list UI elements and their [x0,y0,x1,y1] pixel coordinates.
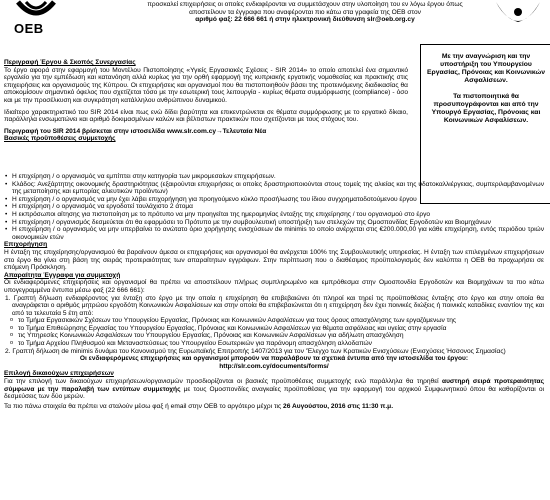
documents-item-1: 1. Γραπτή δήλωση ενδιαφέροντος για ένταξη στο έργο με την οποία η επιχείρηση θα επιβεβαιώνει ότι πληροί και τηρεί τις προϋποθέσεις ένταξης στο έργο και στην οποία θα αναγράφεται ο αριθμός μητρώου εργοδότη Κοινωνικών Ασφαλίσεων και στην οποία θα επιβεβαιώνεται ότι η επιχείρηση δεν έχει ποινικές διώξεις ή ποινικές καταδίκες εναντίον της και από τα τελευταία 5 έτη από: [5,294,544,317]
section-title-selection: Επιλογή δικαιούχων επιχειρήσεων [4,370,114,378]
project-description-section [4,59,408,143]
documents-item-2: 2. Γραπτή δήλωση de minimis δυνάμει του Κανονισμού της Ευρωπαϊκής Επιτροπής 1407/2013 για τον 'Έλεγχο των Κρατικών Ενισχύσεων (Ενισχύσεις Ήσσονος Σημασίας) [5,347,506,355]
selection-text-c: με τους Ομοσπονδίες αναγκαίες προϋποθέσεις για την εφαρμογή του αρχικού Συμφωνητικού όπου θα καθορίζονται οι δεσμεύσεις των δύο μερών. [4,385,544,401]
list-item: o το Τμήμα Επιθεώρησης Εργασίας του Υπουργείου Εργασίας, Πρόνοιας και Κοινωνικών Ασφαλίσεων για θέματα ασφάλειας και υγείας στην εργασία [4,325,544,333]
oeb-emblem-icon [16,0,56,22]
oeb-logo-text: OEB [14,21,44,36]
section-title-project: Περιγραφή Έργου & Σκοπός Συνεργασίας [4,59,136,66]
ministry-emblem-icon [488,0,548,36]
subsidy-paragraph: Η ένταξη της επιχείρησης/οργανισμού θα βαραίνουν άμεσα οι επιχειρήσεις και οργανισμοί θα ανέρχεται 100% της Συμβουλευτικής υπηρεσίας. Η ένταξη των επιλεγμένων επιχειρήσεων στο έργο θα γίνει στη βάση της σειράς προτεραιότητας των απαραίτητων εγγράφων. Στην περίπτωση που ο διαθέσιμος προϋπολογισμός δεν καλύπτει η ΟΕΒ θα προχωρήσει σε επόμενη Πρόσκληση. [4,248,544,272]
list-item: o το Τμήμα Αρχείου Πληθυσμού και Μεταναστεύσεως του Υπουργείου Εσωτερικών για παράνομη απασχόληση αλλοδαπών [4,340,544,348]
selection-text-a: Για την επιλογή των δικαιούχων επιχειρήσεων/οργανισμών προσδιορίζονται οι βασικές προϋποθέσεις συμμετοχής ενώ παράλληλα θα τηρηθεί [4,378,443,386]
authorities-list [4,317,544,347]
deadline-date: 26 Αυγούστου, 2016 στις 11:30 π.μ. [283,402,394,410]
list-item: • Η εκπρόσωποι αίτησης για πιστοποίηση με το πρότυπο να μην προηγείται της ημερομηνίας ένταξης της επιχείρησης / του οργανισμού στο έργο [4,211,544,219]
prerequisites-section [4,173,544,410]
section-title-documents: Απαραίτητα Έγγραφα για συμμετοχή [4,271,121,279]
section-title-subsidy: Επιχορήγηση [4,241,48,249]
ministry-logo [488,0,548,36]
sir-website-line: Περιγραφή του SIR 2014 βρίσκεται στην ιστοσελίδα www.slr.com.cy→Τελευταία Νέα [4,127,267,135]
list-item: • Η επιχείρηση / ο οργανισμός να μην υπερβαίνει το ανώτατο όριο χορήγησης ενισχύσεων de minimis το οποίο ανέρχεται στις €200.000,00 για κάθε επιχείρηση, εντός περιόδου τριών οικονομικών ετών [4,226,544,241]
header-line-3: αριθμό φαξ: 22 666 661 ή στην ηλεκτρονική διεύθυνση slr@oeb.org.cy [195,16,415,24]
forms-link[interactable]: http://slr.com.cy/documents/forms/ [219,362,329,370]
list-item: • Η επιχείρηση / οργανισμός δεσμεύεται ότι θα εφαρμόσει το Πρότυπο με την συμβουλευτική υποστήριξη των στελεχών της Ομοσπονδίας Εργοδοτών και Βιομηχάνων [4,219,544,227]
section-title-prerequisites: Βασικές προϋποθέσεις συμμετοχής [4,135,116,143]
list-item: • Η επιχείρηση / ο οργανισμός να μην έχει λάβει επιχορήγηση για προηγούμενο κύκλο προσήλωσης του ίδιου συγχρηματοδοτούμενου έργου [4,196,544,204]
list-item: • Η επιχείρηση / ο οργανισμός να εμπίπτει στην κατηγορία των μικρομεσαίων επιχειρήσεων. [4,173,544,181]
list-item: • Η επιχείρηση / ο οργανισμός να εργοδοτεί τουλάχιστο 2 άτομα [4,203,544,211]
deadline-paragraph [4,403,544,411]
selection-priority-text: αυστηρή σειρά προτεραιότητας σύμφωνα με την παραλαβή των εντύπων συμμετοχής [4,378,545,393]
certificate-text: Τα πιστοποιητικά θα προσυπογράφονται και από την Υπουργό Εργασίας, Πρόνοιας και Κοινωνικών Ασφαλίσεων. [431,93,541,124]
documents-intro: Οι ενδιαφερόμενες επιχειρήσεις και οργανισμοί θα πρέπει να αποστείλουν πλήρως συμπληρωμένο και εμπρόθεσμα στην Ομοσπονδία Εργοδοτών και Βιομηχάνων τα πιο κάτω υπογεγραμμένα έντυπα μέσω φαξ (22 666 661): [4,279,544,294]
header-line-2: αποστείλουν τα έγγραφα που αναφέρονται πιο κάτω στα γραφεία της ΟΕΒ στον [189,8,421,16]
project-paragraph-2: Ιδιαίτερο χαρακτηριστικό του SIR 2014 είναι πως ενώ δίδει βαρύτητα και επικεντρώνεται σε θέματα συμμόρφωσης με το εργατικό δίκαιο, παράλληλα ενσωματώνει και αριθμό δοκιμασμένων καλών και βέλτιστων πρακτικών που σχετίζονται με τους στόχους του. [4,108,408,124]
list-item: o το Τμήμα Εργασιακών Σχέσεων του Υπουργείου Εργασίας, Πρόνοιας και Κοινωνικών Ασφαλίσεων για τους όρους απασχόλησης των εργαζόμενων της [4,317,544,325]
project-paragraph-1: Το έργο αφορά στην εφαρμογή του Μοντέλου Πιστοποίησης «Υγιείς Εργασιακές Σχέσεις - SIR 2014» το οποίο αποτελεί ένα σημαντικό εργαλείο για την εμπέδωση και κατανόηση αλλά κυρίως για την ορθή εφαρμογή της κυπριακής εργατικής νομοθεσίας και πρακτικής στις επιχειρήσεις και οργανισμούς της Κύπρου. Οι επιχειρήσεις και οργανισμοί που θα πιστοποιηθούν βάσει της προτεινόμενης διαδικασίας θα αποκομίσουν σημαντικό όφελος που σχετίζεται τόσο με την εσωτερική τους λειτουργία - κυρίως θέματα συμμόρφωσης (compliance) - όσο και με την προσέλκυση και συγκράτηση κατάλληλου ανθρώπινου δυναμικού. [4,66,408,104]
deadline-text: Τα πιο πάνω στοιχεία θα πρέπει να σταλούν μέσω φαξ ή email στην ΟΕΒ το αργότερο μέχρι τις [4,402,284,410]
selection-paragraph [4,378,544,401]
forms-notice: Οι ενδιαφερόμενες επιχειρήσεις και οργανισμοί μπορούν να παραλάβουν τα σχετικά έντυπα από την ιστοσελίδα του έργου: [79,355,469,363]
list-item: o τις Υπηρεσίες Κοινωνικών Ασφαλίσεων του Υπουργείου Εργασίας, Πρόνοιας και Κοινωνικών Ασφαλίσεων για αδήλωτη απασχόληση [4,332,544,340]
prerequisites-list [4,173,544,241]
support-text: Με την αναγνώριση και την υποστήριξη του Υπουργείου Εργασίας, Πρόνοιας και Κοινωνικών Ασφαλίσεων. [427,53,545,84]
list-item: • Κλάδος: Ανεξάρτητης οικονομικής δραστηριότητας (εξαιρούνται επιχειρήσεις οι οποίες δραστηριοποιούνται στους τομείς της αλιείας και της υδατοκαλλιέργειας, συμπεριλαμβανομένων της μεταποίησης και εμπορίας αλιευτικών προϊόντων) [4,181,544,196]
oeb-logo [4,0,62,46]
header-text [140,1,470,24]
header-line-1: προσκαλεί επιχειρήσεις οι οποίες ενδιαφέρονται να συμμετάσχουν στην υλοποίηση του εν λόγω έργου όπως [147,1,463,8]
